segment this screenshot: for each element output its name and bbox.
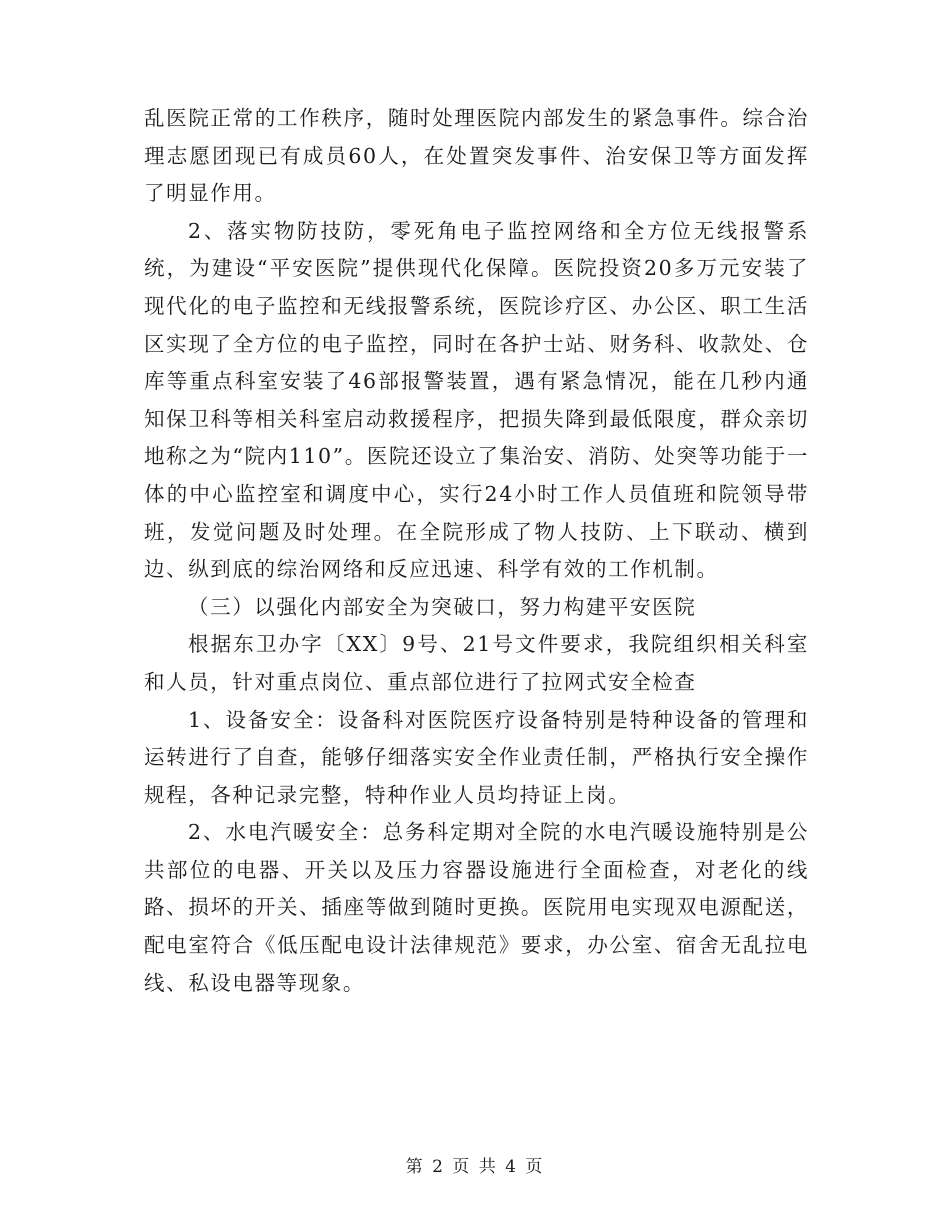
paragraph-4: 1、设备安全：设备科对医院医疗设备特别是特种设备的管理和运转进行了自查，能够仔细落实安全作业责任制，严格执行安全操作规程，各种记录完整，特种作业人员均持证上岗。	[144, 707, 809, 807]
paragraph-2: 2、落实物防技防，零死角电子监控网络和全方位无线报警系统，为建设“平安医院”提供现代化保障。医院投资20多万元安装了现代化的电子监控和无线报警系统，医院诊疗区、办公区、职工生活区实现了全方位的电子监控，同时在各护士站、财务科、收款处、仓库等重点科室安装了46部报警装置，遇有紧急情况，能在几秒内通知保卫科等相关科室启动救援程序，把损失降到最低限度，群众亲切地称之为“院内110”。医院还设立了集治安、消防、处突等功能于一体的中心监控室和调度中心，实行24小时工作人员值班和院领导带班，发觉问题及时处理。在全院形成了物人技防、上下联动、横到边、纵到底的综治网络和反应迅速、科学有效的工作机制。	[144, 218, 809, 582]
document-body	[144, 100, 809, 1002]
section-heading: （三）以强化内部安全为突破口，努力构建平安医院	[188, 594, 697, 619]
paragraph-3: 根据东卫办字〔XX〕9号、21号文件要求，我院组织相关科室和人员，针对重点岗位、重点部位进行了拉网式安全检查	[144, 632, 809, 694]
paragraph-5: 2、水电汽暖安全：总务科定期对全院的水电汽暖设施特别是公共部位的电器、开关以及压力容器设施进行全面检查，对老化的线路、损坏的开关、插座等做到随时更换。医院用电实现双电源配送，配电室符合《低压配电设计法律规范》要求，办公室、宿舍无乱拉电线、私设电器等现象。	[144, 820, 809, 995]
paragraph-1: 乱医院正常的工作秩序，随时处理医院内部发生的紧急事件。综合治理志愿团现已有成员60人，在处置突发事件、治安保卫等方面发挥了明显作用。	[144, 106, 809, 206]
page-number-footer: 第 2 页 共 4 页	[405, 1157, 545, 1177]
